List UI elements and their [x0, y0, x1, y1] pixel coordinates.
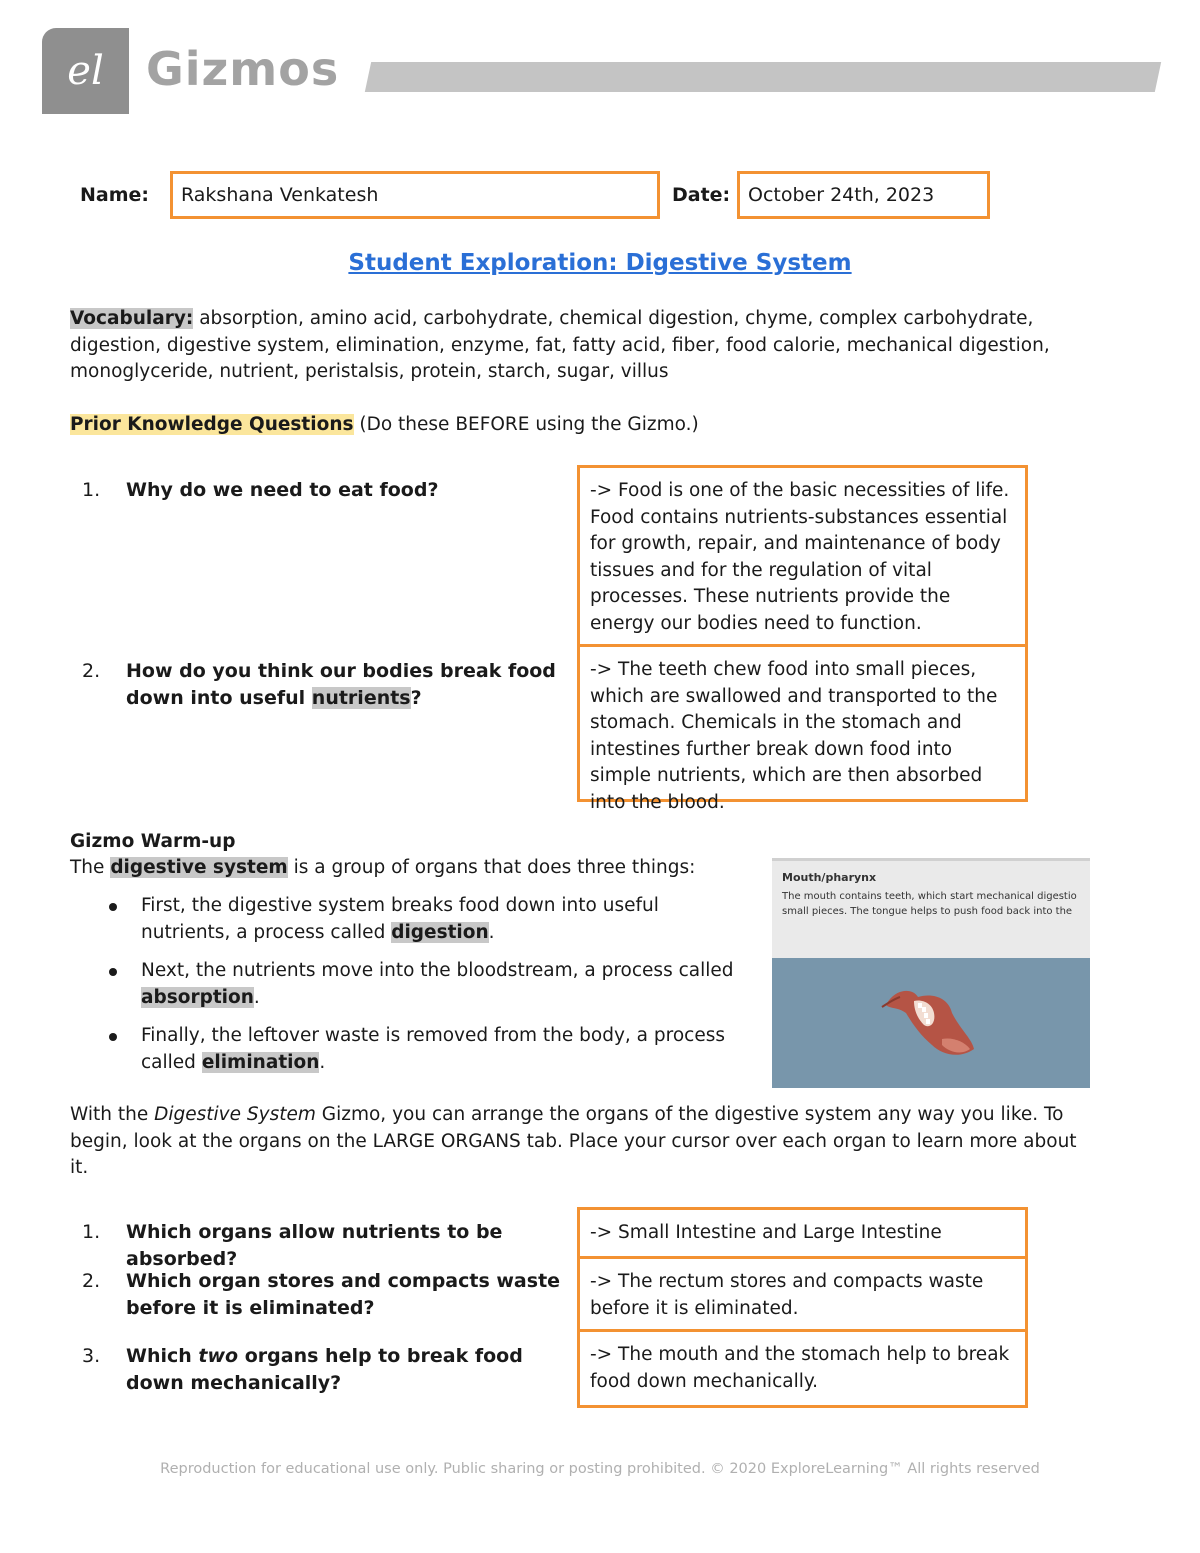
warmup-question-1-text: Which organs allow nutrients to be absorbed? [126, 1221, 503, 1270]
pk-question-2-number: 2. [82, 660, 101, 682]
vocabulary-section [70, 306, 1110, 386]
warmup-intro: The digestive system is a group of organs that does three things: [70, 857, 696, 878]
copyright-footer: Reproduction for educational use only. Public sharing or posting prohibited. © 2020 ExploreLearning™ All rights reserved [160, 1461, 1040, 1477]
pk-answer-2-box[interactable]: -> The teeth chew food into small pieces, which are swallowed and transported to the stomach. Chemicals in the stomach and intestines further break down food into simple nutrients, which are then absorbed into the blood. [577, 644, 1028, 802]
vocabulary-label: Vocabulary: [70, 308, 194, 329]
mouth-organ-icon [872, 983, 982, 1063]
explorelearning-logo-icon: el [42, 28, 129, 114]
name-label: Name: [80, 184, 150, 206]
gizmo-screenshot [772, 858, 1090, 1088]
elimination-term: elimination [201, 1051, 320, 1073]
pk-question-1-number: 1. [82, 479, 101, 501]
warmup-question-1-number: 1. [82, 1221, 101, 1243]
warmup-question-2-text: Which organ stores and compacts waste before it is eliminated? [126, 1270, 561, 1319]
warmup-paragraph: With the Digestive System Gizmo, you can arrange the organs of the digestive system any way you like. To begin, look at the organs on the LARGE ORGANS tab. Place your cursor over each organ to learn more about it. [70, 1104, 1077, 1178]
warmup-answer-1-box[interactable]: -> Small Intestine and Large Intestine [577, 1207, 1028, 1259]
prior-knowledge-note: (Do these BEFORE using the Gizmo.) [359, 414, 699, 435]
warmup-heading: Gizmo Warm-up [70, 831, 236, 852]
gizmo-panel-text: The mouth contains teeth, which start mechanical digestio small pieces. The tongue helps to push food back into the [782, 891, 1077, 917]
gizmos-logo-text: Gizmos [146, 42, 340, 96]
pk-answer-1-box[interactable]: -> Food is one of the basic necessities of life. Food contains nutrients-substances essential for growth, repair, and maintenance of body tissues and for the regulation of vital processes. These nutrients provide the energy our bodies need to function. [577, 465, 1028, 647]
digestion-term: digestion [391, 921, 489, 943]
pk-question-1-text: Why do we need to eat food? [126, 479, 439, 501]
prior-knowledge-heading [70, 412, 970, 439]
vocabulary-terms: absorption, amino acid, carbohydrate, chemical digestion, chyme, complex carbohydrate, digestion, digestive system, elimination, enzyme, fat, fatty acid, fiber, food calorie, mechanical digestion, monoglyceride, nutrient, peristalsis, protein, starch, sugar, villus [70, 308, 1050, 382]
warmup-question-3-text: Which two organs help to break food down mechanically? [126, 1345, 523, 1394]
nutrients-term: nutrients [311, 687, 411, 709]
date-field[interactable]: October 24th, 2023 [737, 171, 990, 219]
prior-knowledge-label: Prior Knowledge Questions [70, 414, 354, 435]
gizmo-panel-title: Mouth/pharynx [782, 871, 877, 884]
bullet-dot-icon [109, 968, 117, 976]
header-bar [365, 62, 1161, 92]
warmup-answer-3-box[interactable]: -> The mouth and the stomach help to break food down mechanically. [577, 1329, 1028, 1408]
name-field[interactable]: Rakshana Venkatesh [170, 171, 660, 219]
bullet-dot-icon [109, 1033, 117, 1041]
pk-question-2-text: How do you think our bodies break food down into useful nutrients? [126, 660, 556, 709]
warmup-bullet-2: Next, the nutrients move into the bloodstream, a process called absorption. [141, 960, 734, 1008]
bullet-dot-icon [109, 903, 117, 911]
digestive-system-term: digestive system [110, 857, 288, 878]
gizmo-info-panel [772, 858, 1090, 958]
warmup-question-2-number: 2. [82, 1270, 101, 1292]
warmup-bullet-1: First, the digestive system breaks food down into useful nutrients, a process called digestion. [141, 895, 659, 943]
date-label: Date: [672, 184, 731, 206]
absorption-term: absorption [141, 986, 254, 1008]
warmup-answer-2-box[interactable]: -> The rectum stores and compacts waste before it is eliminated. [577, 1256, 1028, 1332]
page-title: Student Exploration: Digestive System [348, 250, 852, 276]
warmup-question-3-number: 3. [82, 1345, 101, 1367]
warmup-bullet-3: Finally, the leftover waste is removed from the body, a process called elimination. [141, 1025, 725, 1073]
